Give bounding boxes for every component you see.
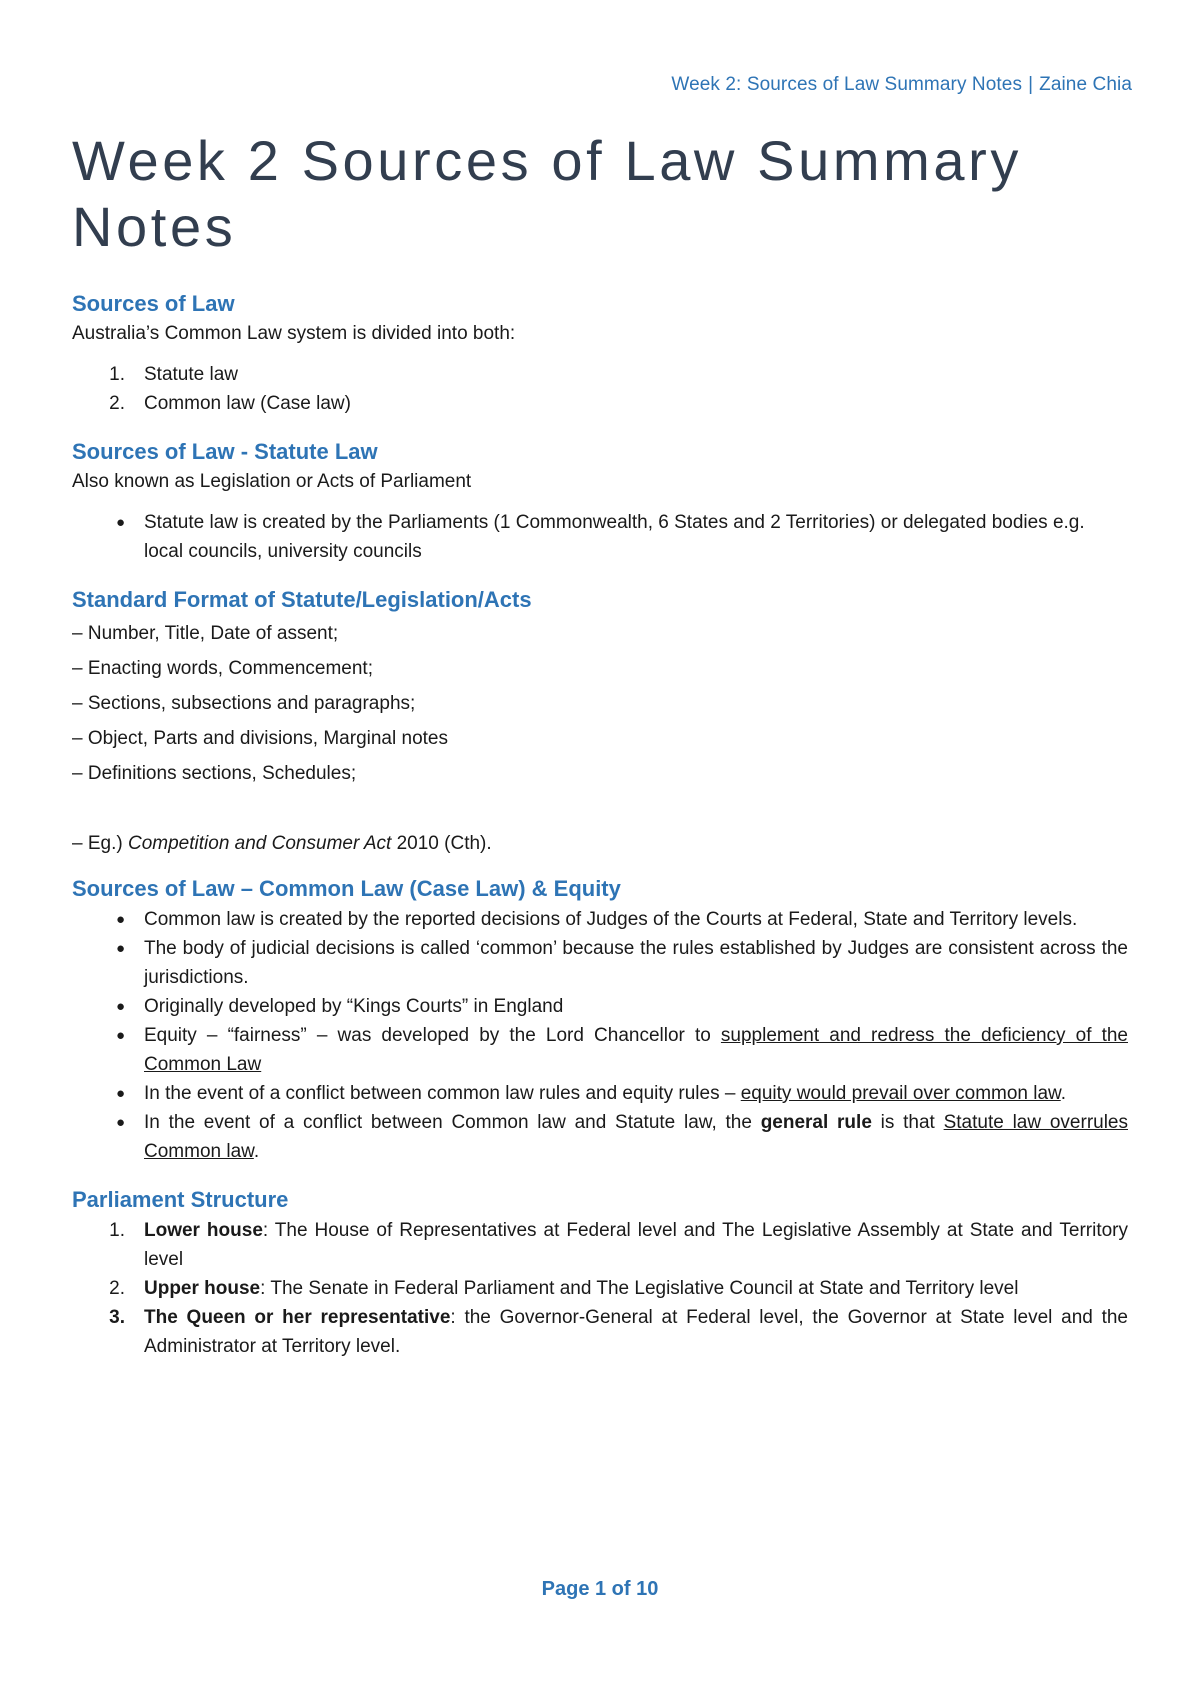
list-item: 1. Statute law — [109, 364, 238, 385]
list-item: ● Originally developed by “Kings Courts” in England — [115, 996, 564, 1017]
list-item: – Sections, subsections and paragraphs; — [72, 693, 416, 714]
heading-parliament-structure: Parliament Structure — [72, 1187, 289, 1212]
numbered-list — [72, 1216, 1128, 1361]
example-line: – Eg.) Competition and Consumer Act 2010 (Cth). — [72, 833, 492, 854]
numbered-list — [72, 360, 1128, 418]
page-number: Page 1 of 10 — [541, 1578, 659, 1600]
intro-text: Australia’s Common Law system is divided into both: — [72, 323, 516, 344]
list-item: ● In the event of a conflict between common law rules and equity rules – equity would prevail over common law. — [115, 1083, 1067, 1104]
list-item: ● The body of judicial decisions is called ‘common’ because the rules established by Judges are consistent across the jurisdictions. — [115, 938, 1128, 988]
heading-statute-law: Sources of Law - Statute Law — [72, 439, 378, 464]
bullet-list — [72, 508, 1128, 566]
bullet-list — [72, 905, 1128, 1166]
header-title: Week 2: Sources of Law Summary Notes — [671, 74, 1023, 95]
list-item: – Object, Parts and divisions, Marginal notes — [72, 728, 448, 749]
list-item: ● Equity – “fairness” – was developed by the Lord Chancellor to supplement and redress the deficiency of the Common Law — [115, 1025, 1128, 1075]
list-item: – Enacting words, Commencement; — [72, 658, 373, 679]
running-header — [671, 74, 1132, 96]
page-title: Week 2 Sources of Law Summary Notes — [72, 129, 1022, 258]
list-item: ● Common law is created by the reported decisions of Judges of the Courts at Federal, State and Territory levels. — [115, 909, 1078, 930]
list-item: 3. The Queen or her representative: the Governor-General at Federal level, the Governor at State level and the Administrator at Territory level. — [109, 1307, 1128, 1357]
header-author: Zaine Chia — [1039, 74, 1132, 95]
list-item: – Definitions sections, Schedules; — [72, 763, 357, 784]
document-body — [72, 128, 1128, 1361]
intro-text: Also known as Legislation or Acts of Parliament — [72, 471, 472, 492]
list-item: 2. Upper house: The Senate in Federal Parliament and The Legislative Council at State and Territory level — [109, 1278, 1019, 1299]
list-item: ● In the event of a conflict between Common law and Statute law, the general rule is that Statute law overrules Common law. — [115, 1112, 1128, 1162]
heading-common-law-equity: Sources of Law – Common Law (Case Law) & Equity — [72, 876, 621, 901]
heading-sources-of-law: Sources of Law — [72, 291, 235, 316]
list-item: 2. Common law (Case law) — [109, 393, 351, 414]
format-list — [72, 616, 1128, 861]
list-item: 1. Lower house: The House of Representatives at Federal level and The Legislative Assembly at State and Territory level — [109, 1220, 1128, 1270]
heading-standard-format: Standard Format of Statute/Legislation/Acts — [72, 587, 532, 612]
list-item: – Number, Title, Date of assent; — [72, 623, 339, 644]
header-separator: | — [1028, 74, 1034, 95]
list-item: ● Statute law is created by the Parliaments (1 Commonwealth, 6 States and 2 Territories) or delegated bodies e.g. local councils, university councils — [115, 512, 1085, 562]
